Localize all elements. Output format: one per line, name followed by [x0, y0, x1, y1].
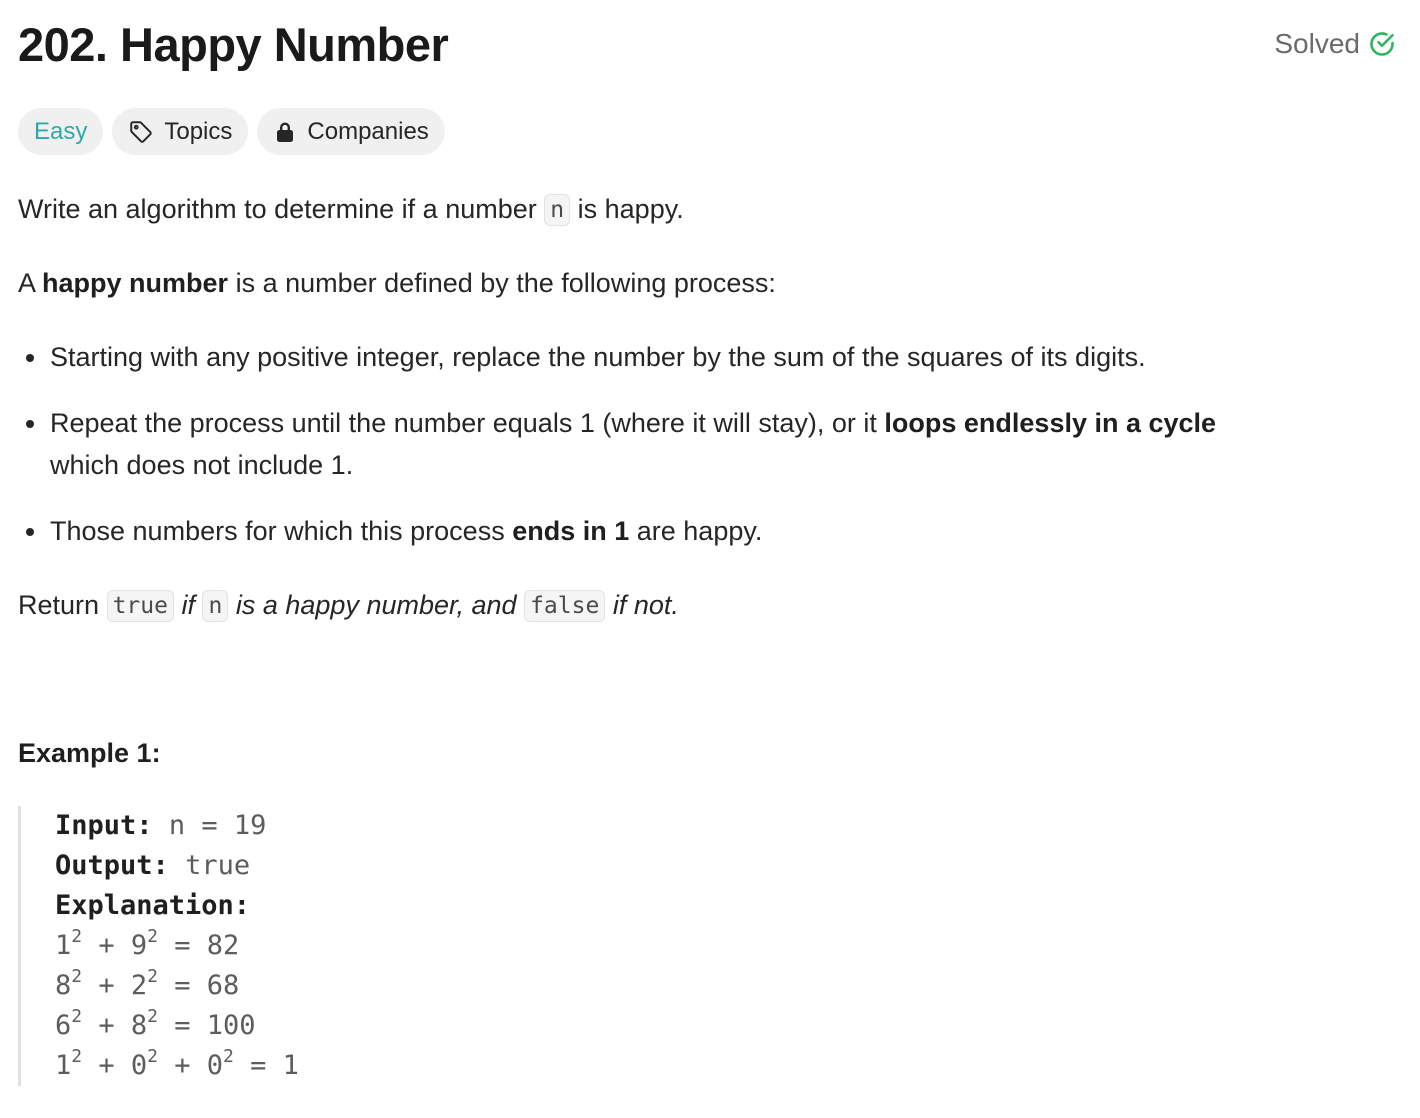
- step-term: 9: [130, 930, 148, 961]
- step-term: 1: [55, 930, 72, 961]
- example-title: Example 1:: [18, 738, 161, 768]
- step-exponent: 2: [147, 1046, 158, 1067]
- definition-prefix: A: [18, 268, 35, 298]
- step-exponent: 2: [71, 926, 83, 947]
- return-if: if: [181, 590, 195, 620]
- topics-button[interactable]: [112, 108, 248, 155]
- input-value: n = 19: [168, 810, 267, 841]
- return-middle: is a happy number, and: [235, 590, 517, 620]
- list-item: [18, 336, 1358, 378]
- step-exponent: 2: [147, 926, 158, 947]
- example-output: [55, 846, 618, 886]
- problem-description: [18, 0, 1402, 1118]
- lock-icon: [273, 120, 297, 144]
- process-list: [18, 336, 1358, 576]
- definition-term: happy number: [42, 268, 229, 298]
- step-term: 0: [130, 1050, 148, 1081]
- bullet-text-end: which does not include 1.: [50, 450, 354, 480]
- list-item: [18, 402, 1358, 486]
- explanation-step: $6^2 + 8^2 = 100$: [55, 1006, 256, 1041]
- step-exponent: 2: [223, 1046, 234, 1067]
- output-value: true: [185, 850, 251, 881]
- step-term: 2: [130, 970, 148, 1001]
- step-result: 68: [206, 970, 240, 1001]
- input-label: Input:: [55, 810, 153, 841]
- example-input: [55, 806, 618, 846]
- bullet-text: Those numbers for which this process: [50, 516, 505, 546]
- topics-label: Topics: [164, 117, 233, 145]
- explanation-step: $8^2 + 2^2 = 68$: [55, 966, 240, 1001]
- difficulty-badge[interactable]: Easy: [18, 108, 103, 155]
- output-label: Output:: [55, 850, 169, 881]
- step-exponent: 2: [147, 1006, 158, 1027]
- step-term: 8: [55, 970, 72, 1001]
- companies-label: Companies: [307, 117, 429, 145]
- intro-paragraph: [18, 189, 684, 231]
- definition-paragraph: [18, 263, 776, 303]
- step-term: 6: [55, 1010, 72, 1041]
- return-end: if not.: [612, 590, 679, 620]
- explanation-step: $1^2 + 9^2 = 82$: [55, 926, 240, 961]
- tag-chips: [18, 108, 445, 155]
- inline-code-n: n: [544, 194, 570, 226]
- bullet-text: Repeat the process until the number equals 1 (where it will stay), or it: [50, 408, 877, 438]
- definition-text: is a number defined by the following process:: [235, 268, 776, 298]
- inline-code-true: true: [107, 590, 174, 622]
- bullet-emphasis: loops endlessly in a cycle: [884, 408, 1217, 438]
- step-term: 8: [130, 1010, 148, 1041]
- intro-text-end: is happy.: [577, 194, 684, 224]
- inline-code-false: false: [524, 590, 605, 622]
- solved-label: Solved: [1274, 28, 1360, 59]
- inline-code-n: n: [202, 590, 228, 622]
- check-circle-icon: [1368, 30, 1396, 58]
- intro-text: Write an algorithm to determine if a number: [18, 194, 537, 224]
- step-term: 1: [55, 1050, 72, 1081]
- step-result: 1: [282, 1050, 299, 1081]
- problem-title: 202. Happy Number: [18, 18, 449, 71]
- step-term: 0: [206, 1050, 224, 1081]
- bullet-text: Starting with any positive integer, replace the number by the sum of the squares of its digits.: [50, 342, 1146, 372]
- explanation-step: $1^2 + 0^2 + 0^2 = 1$: [55, 1046, 299, 1081]
- bullet-emphasis: ends in 1: [512, 516, 630, 546]
- companies-button[interactable]: [257, 108, 444, 155]
- example-block: [18, 806, 618, 1086]
- step-exponent: 2: [71, 1046, 83, 1067]
- solved-status: [1274, 26, 1396, 62]
- bullet-text-end: are happy.: [636, 516, 763, 546]
- step-exponent: 2: [71, 966, 83, 987]
- step-result: 100: [206, 1010, 256, 1041]
- step-result: 82: [206, 930, 240, 961]
- explanation-label: Explanation:: [55, 890, 251, 921]
- list-item: [18, 510, 1358, 552]
- step-exponent: 2: [71, 1006, 83, 1027]
- tag-icon: [128, 119, 154, 145]
- return-text: Return: [18, 590, 100, 620]
- example-explanation: [55, 886, 618, 926]
- step-exponent: 2: [147, 966, 158, 987]
- return-paragraph: [18, 585, 679, 627]
